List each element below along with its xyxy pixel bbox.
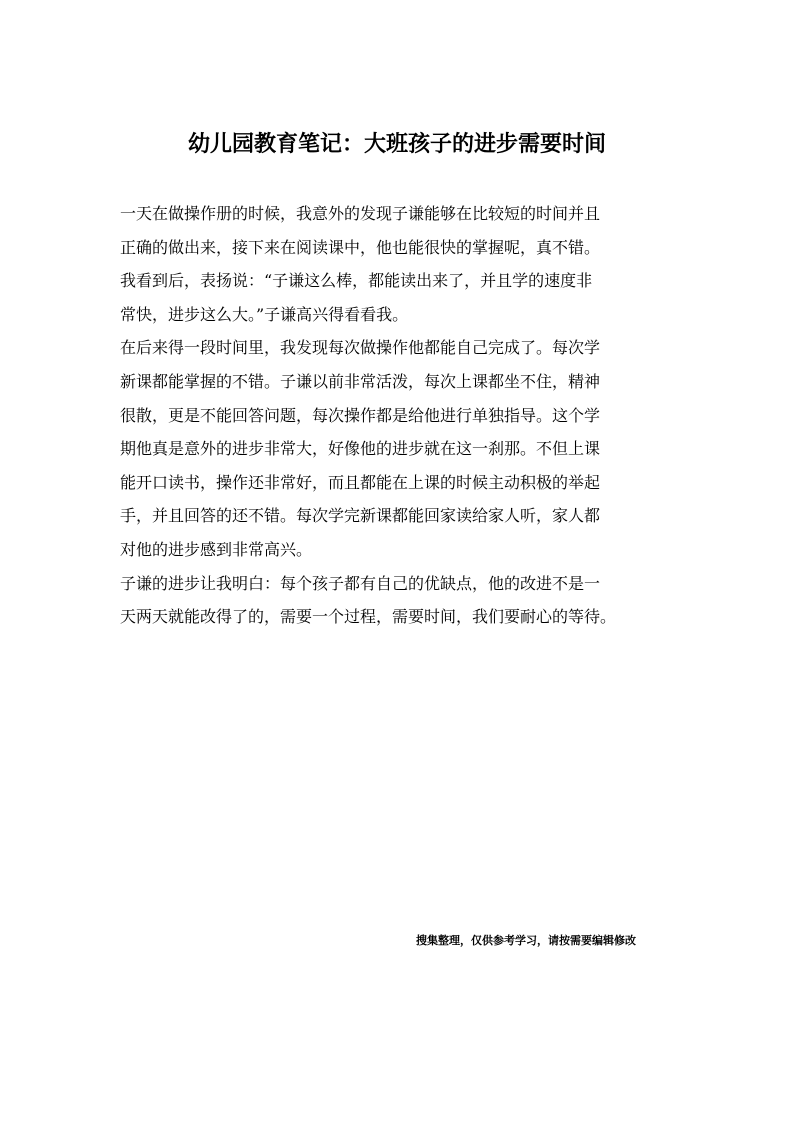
text-line-6: 新课都能掌握的不错。子谦以前非常活泼，每次上课都坐不住，精神	[120, 371, 601, 391]
text-line-12: 子谦的进步让我明白：每个孩子都有自己的优缺点，他的改进不是一	[120, 573, 601, 593]
text-line-13: 天两天就能改得了的，需要一个过程，需要时间，我们要耐心的等待。	[120, 607, 617, 627]
text-line-4: 常快，进步这么大。”子谦高兴得看看我。	[120, 304, 409, 324]
text-line-9: 能开口读书，操作还非常好，而且都能在上课的时候主动积极的举起	[120, 472, 601, 492]
page-title: 幼儿园教育笔记：大班孩子的进步需要时间	[187, 131, 606, 157]
text-line-5: 在后来得一段时间里，我发现每次做操作他都能自己完成了。每次学	[120, 338, 601, 358]
footer-note: 搜集整理，仅供参考学习，请按需要编辑修改	[416, 934, 636, 947]
text-line-10: 手，并且回答的还不错。每次学完新课都能回家读给家人听，家人都	[120, 506, 601, 526]
text-line-7: 很散，更是不能回答问题，每次操作都是给他进行单独指导。这个学	[120, 405, 601, 425]
text-line-1: 一天在做操作册的时候，我意外的发现子谦能够在比较短的时间并且	[120, 204, 601, 223]
text-line-2: 正确的做出来，接下来在阅读课中，他也能很快的掌握呢，真不错。	[120, 237, 601, 257]
body-text	[120, 197, 690, 634]
text-line-11: 对他的进步感到非常高兴。	[120, 539, 313, 559]
text-line-8: 期他真是意外的进步非常大，好像他的进步就在这一刹那。不但上课	[120, 439, 601, 459]
text-line-3: 我看到后，表扬说：“子谦这么棒，都能读出来了，并且学的速度非	[120, 271, 593, 291]
